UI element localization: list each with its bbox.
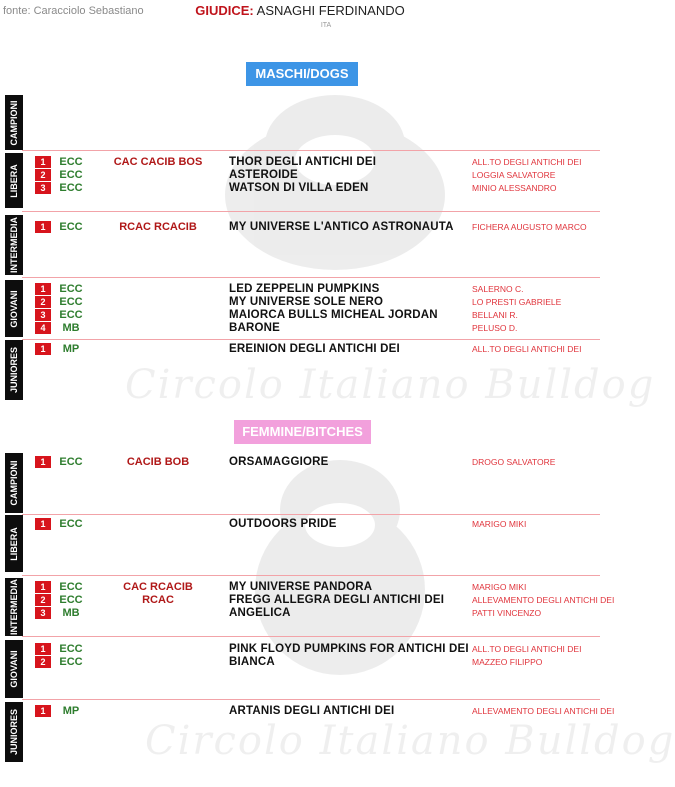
class-section-males-campioni — [0, 95, 600, 150]
dog-name: WATSON DI VILLA EDEN — [229, 182, 369, 194]
qualification: ECC — [59, 156, 83, 168]
qualification: MP — [62, 343, 80, 355]
dog-name: MAIORCA BULLS MICHEAL JORDAN — [229, 309, 438, 321]
dog-name: ASTEROIDE — [229, 169, 298, 181]
qualification: ECC — [59, 456, 83, 468]
place-badge: 1 — [35, 343, 51, 355]
divider — [22, 636, 600, 637]
place-badge: 3 — [35, 182, 51, 194]
entry-row — [0, 322, 600, 335]
dog-name: THOR DEGLI ANTICHI DEI — [229, 156, 377, 168]
class-section-females-giovani — [0, 640, 600, 698]
divider — [22, 277, 600, 278]
place-badge: 1 — [35, 221, 51, 233]
class-section-females-campioni — [0, 453, 600, 513]
entry-row — [0, 156, 600, 169]
class-section-females-juniores — [0, 702, 615, 762]
class-label: JUNIORES — [9, 708, 19, 756]
entry-row — [0, 309, 600, 322]
award-title: CAC CACIB BOS — [113, 156, 203, 168]
qualification: ECC — [59, 581, 83, 593]
owner-name: ALL.TO DEGLI ANTICHI DEI — [472, 157, 582, 167]
dog-name: MY UNIVERSE L'ANTICO ASTRONAUTA — [229, 221, 454, 233]
qualification: ECC — [59, 283, 83, 295]
dog-name: EREINION DEGLI ANTICHI DEI — [229, 343, 400, 355]
place-badge: 3 — [35, 607, 51, 619]
owner-name: MINIO ALESSANDRO — [472, 183, 557, 193]
dog-name: LED ZEPPELIN PUMPKINS — [229, 283, 380, 295]
owner-name: BELLANI R. — [472, 310, 518, 320]
place-badge: 2 — [35, 656, 51, 668]
owner-name: SALERNO C. — [472, 284, 524, 294]
place-badge: 3 — [35, 309, 51, 321]
place-badge: 1 — [35, 643, 51, 655]
owner-name: ALLEVAMENTO DEGLI ANTICHI DEI — [472, 595, 615, 605]
dog-name: MY UNIVERSE PANDORA — [229, 581, 373, 593]
class-label: INTERMEDIA — [9, 217, 19, 273]
owner-name: LOGGIA SALVATORE — [472, 170, 556, 180]
entry-row — [0, 594, 615, 607]
males-banner: MASCHI/DOGS — [246, 62, 358, 86]
divider — [22, 575, 600, 576]
qualification: ECC — [59, 594, 83, 606]
qualification: ECC — [59, 518, 83, 530]
watermark-text: Circolo Italiano Bulldog — [145, 718, 675, 764]
award-title: RCAC — [142, 594, 174, 606]
place-badge: 2 — [35, 169, 51, 181]
dog-name: MY UNIVERSE SOLE NERO — [229, 296, 384, 308]
qualification: ECC — [59, 169, 83, 181]
entry-row — [0, 283, 600, 296]
entry-row — [0, 221, 600, 234]
class-section-males-giovani — [0, 280, 600, 337]
place-badge: 1 — [35, 283, 51, 295]
owner-name: ALL.TO DEGLI ANTICHI DEI — [472, 344, 582, 354]
class-label: GIOVANI — [9, 650, 19, 688]
class-label: LIBERA — [9, 526, 19, 561]
place-badge: 2 — [35, 594, 51, 606]
dog-name: BIANCA — [229, 656, 275, 668]
owner-name: PATTI VINCENZO — [472, 608, 542, 618]
owner-name: MARIGO MIKI — [472, 582, 527, 592]
qualification: ECC — [59, 296, 83, 308]
place-badge: 1 — [35, 581, 51, 593]
judge-country: ITA — [320, 22, 332, 29]
award-title: RCAC RCACIB — [119, 221, 197, 233]
entry-row — [0, 456, 600, 469]
qualification: ECC — [59, 309, 83, 321]
dog-name: ANGELICA — [229, 607, 291, 619]
owner-name: PELUSO D. — [472, 323, 518, 333]
dog-name: ARTANIS DEGLI ANTICHI DEI — [229, 705, 395, 717]
class-section-females-libera — [0, 515, 600, 572]
award-title: CAC RCACIB — [123, 581, 193, 593]
dog-name: PINK FLOYD PUMPKINS FOR ANTICHI DEI — [229, 643, 469, 655]
owner-name: FICHERA AUGUSTO MARCO — [472, 222, 587, 232]
class-label: JUNIORES — [9, 346, 19, 394]
females-banner: FEMMINE/BITCHES — [234, 420, 371, 444]
entry-row — [0, 643, 600, 656]
divider — [22, 699, 600, 700]
entry-row — [0, 296, 600, 309]
place-badge: 1 — [35, 518, 51, 530]
place-badge: 1 — [35, 705, 51, 717]
divider — [22, 211, 600, 212]
class-label: CAMPIONI — [9, 460, 19, 506]
class-label: CAMPIONI — [9, 100, 19, 145]
entry-row — [0, 581, 600, 594]
judge-line — [0, 3, 600, 18]
entry-row — [0, 656, 600, 669]
dog-name: BARONE — [229, 322, 281, 334]
entry-row — [0, 182, 600, 195]
class-label: LIBERA — [9, 163, 19, 198]
class-section-males-libera — [0, 153, 600, 208]
qualification: MB — [62, 607, 80, 619]
place-badge: 4 — [35, 322, 51, 334]
qualification: ECC — [59, 643, 83, 655]
qualification: ECC — [59, 182, 83, 194]
qualification: MB — [62, 322, 80, 334]
owner-name: LO PRESTI GABRIELE — [472, 297, 562, 307]
judge-label: GIUDICE: — [195, 3, 254, 18]
class-section-males-intermedia — [0, 215, 600, 275]
source-credit: fonte: Caracciolo Sebastiano — [3, 5, 144, 17]
entry-row — [0, 343, 600, 356]
entry-row — [0, 705, 615, 718]
award-title: CACIB BOB — [126, 456, 190, 468]
qualification: ECC — [59, 221, 83, 233]
owner-name: DROGO SALVATORE — [472, 457, 556, 467]
divider — [22, 150, 600, 151]
owner-name: MARIGO MIKI — [472, 519, 527, 529]
qualification: ECC — [59, 656, 83, 668]
judge-name: ASNAGHI FERDINANDO — [256, 3, 405, 18]
dog-name: FREGG ALLEGRA DEGLI ANTICHI DEI — [229, 594, 445, 606]
entry-row — [0, 518, 600, 531]
class-label: INTERMEDIA — [9, 579, 19, 635]
place-badge: 1 — [35, 156, 51, 168]
place-badge: 1 — [35, 456, 51, 468]
owner-name: ALLEVAMENTO DEGLI ANTICHI DEI — [472, 706, 615, 716]
dog-name: OUTDOORS PRIDE — [229, 518, 337, 530]
entry-row — [0, 169, 600, 182]
dog-name: ORSAMAGGIORE — [229, 456, 329, 468]
owner-name: MAZZEO FILIPPO — [472, 657, 543, 667]
owner-name: ALL.TO DEGLI ANTICHI DEI — [472, 644, 582, 654]
qualification: MP — [62, 705, 80, 717]
class-section-females-intermedia — [0, 578, 615, 636]
class-label: GIOVANI — [9, 289, 19, 328]
place-badge: 2 — [35, 296, 51, 308]
entry-row — [0, 607, 600, 620]
class-section-males-juniores — [0, 340, 600, 400]
watermark-text: Circolo Italiano Bulldog — [125, 362, 656, 408]
